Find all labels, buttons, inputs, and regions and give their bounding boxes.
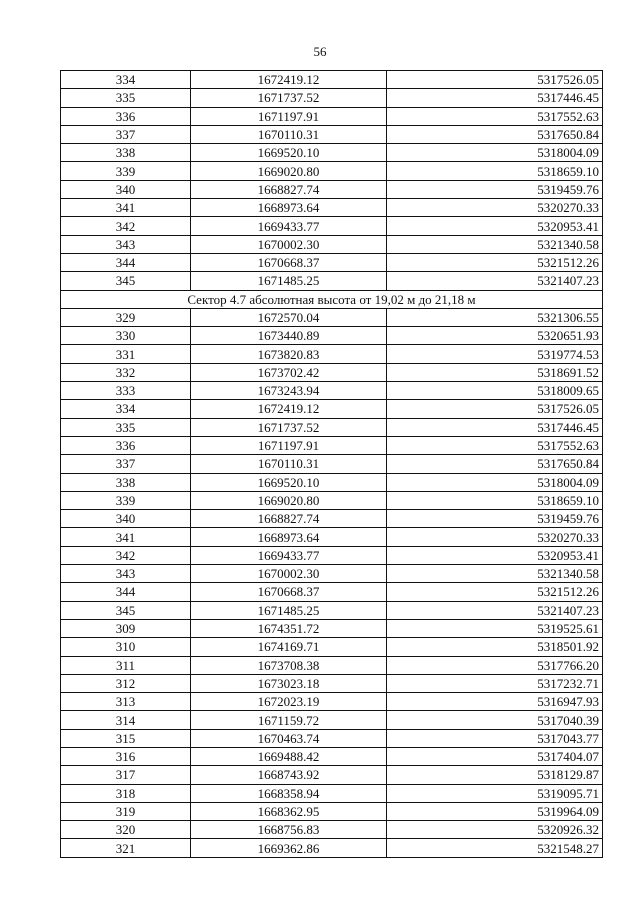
table-row — [61, 400, 603, 418]
point-number-cell: 312 — [61, 674, 191, 692]
table-row — [61, 162, 603, 180]
y-coordinate-cell: 5317552.63 — [387, 107, 603, 125]
x-coordinate-cell: 1671197.91 — [191, 107, 387, 125]
table-row — [61, 436, 603, 454]
x-coordinate-cell: 1674351.72 — [191, 619, 387, 637]
table-row — [61, 125, 603, 143]
table-row — [61, 747, 603, 765]
point-number-cell: 337 — [61, 125, 191, 143]
point-number-cell: 315 — [61, 729, 191, 747]
point-number-cell: 345 — [61, 601, 191, 619]
table-row — [61, 272, 603, 290]
point-number-cell: 340 — [61, 510, 191, 528]
table-row — [61, 235, 603, 253]
y-coordinate-cell: 5320953.41 — [387, 546, 603, 564]
x-coordinate-cell: 1669433.77 — [191, 217, 387, 235]
x-coordinate-cell: 1672419.12 — [191, 400, 387, 418]
y-coordinate-cell: 5317650.84 — [387, 455, 603, 473]
point-number-cell: 309 — [61, 619, 191, 637]
point-number-cell: 335 — [61, 418, 191, 436]
point-number-cell: 336 — [61, 436, 191, 454]
table-row — [61, 583, 603, 601]
x-coordinate-cell: 1671485.25 — [191, 601, 387, 619]
y-coordinate-cell: 5318009.65 — [387, 382, 603, 400]
page-number: 56 — [313, 44, 327, 59]
x-coordinate-cell: 1672419.12 — [191, 71, 387, 89]
table-row — [61, 180, 603, 198]
point-number-cell: 337 — [61, 455, 191, 473]
y-coordinate-cell: 5318004.09 — [387, 473, 603, 491]
y-coordinate-cell: 5321548.27 — [387, 839, 603, 857]
point-number-cell: 311 — [61, 656, 191, 674]
point-number-cell: 316 — [61, 747, 191, 765]
x-coordinate-cell: 1669020.80 — [191, 491, 387, 509]
y-coordinate-cell: 5318659.10 — [387, 162, 603, 180]
y-coordinate-cell: 5317446.45 — [387, 89, 603, 107]
y-coordinate-cell: 5321340.58 — [387, 235, 603, 253]
point-number-cell: 334 — [61, 71, 191, 89]
x-coordinate-cell: 1669488.42 — [191, 747, 387, 765]
table-row — [61, 546, 603, 564]
y-coordinate-cell: 5318129.87 — [387, 766, 603, 784]
table-row — [61, 253, 603, 271]
point-number-cell: 333 — [61, 382, 191, 400]
point-number-cell: 341 — [61, 528, 191, 546]
x-coordinate-cell: 1670002.30 — [191, 235, 387, 253]
table-row — [61, 565, 603, 583]
table-row — [61, 802, 603, 820]
y-coordinate-cell: 5321512.26 — [387, 583, 603, 601]
x-coordinate-cell: 1669433.77 — [191, 546, 387, 564]
y-coordinate-cell: 5317650.84 — [387, 125, 603, 143]
point-number-cell: 341 — [61, 199, 191, 217]
x-coordinate-cell: 1673023.18 — [191, 674, 387, 692]
x-coordinate-cell: 1670668.37 — [191, 583, 387, 601]
table-row — [61, 729, 603, 747]
point-number-cell: 344 — [61, 253, 191, 271]
x-coordinate-cell: 1674169.71 — [191, 638, 387, 656]
point-number-cell: 339 — [61, 491, 191, 509]
point-number-cell: 318 — [61, 784, 191, 802]
y-coordinate-cell: 5321306.55 — [387, 308, 603, 326]
y-coordinate-cell: 5321407.23 — [387, 601, 603, 619]
x-coordinate-cell: 1671197.91 — [191, 436, 387, 454]
table-row — [61, 821, 603, 839]
point-number-cell: 344 — [61, 583, 191, 601]
x-coordinate-cell: 1668743.92 — [191, 766, 387, 784]
y-coordinate-cell: 5317446.45 — [387, 418, 603, 436]
table-row — [61, 784, 603, 802]
y-coordinate-cell: 5321512.26 — [387, 253, 603, 271]
x-coordinate-cell: 1672570.04 — [191, 308, 387, 326]
point-number-cell: 334 — [61, 400, 191, 418]
y-coordinate-cell: 5317043.77 — [387, 729, 603, 747]
point-number-cell: 313 — [61, 693, 191, 711]
table-row — [61, 308, 603, 326]
y-coordinate-cell: 5319525.61 — [387, 619, 603, 637]
x-coordinate-cell: 1670463.74 — [191, 729, 387, 747]
table-row — [61, 71, 603, 89]
point-number-cell: 342 — [61, 217, 191, 235]
table-row — [61, 107, 603, 125]
point-number-cell: 329 — [61, 308, 191, 326]
point-number-cell: 338 — [61, 144, 191, 162]
point-number-cell: 340 — [61, 180, 191, 198]
coordinates-table — [60, 70, 603, 858]
y-coordinate-cell: 5317526.05 — [387, 400, 603, 418]
x-coordinate-cell: 1669362.86 — [191, 839, 387, 857]
section-title: Сектор 4.7 абсолютная высота от 19,02 м до 21,18 м — [61, 290, 603, 308]
table-row — [61, 491, 603, 509]
point-number-cell: 345 — [61, 272, 191, 290]
table-row — [61, 693, 603, 711]
table-row — [61, 619, 603, 637]
y-coordinate-cell: 5318004.09 — [387, 144, 603, 162]
x-coordinate-cell: 1673702.42 — [191, 363, 387, 381]
x-coordinate-cell: 1668358.94 — [191, 784, 387, 802]
y-coordinate-cell: 5321340.58 — [387, 565, 603, 583]
y-coordinate-cell: 5319095.71 — [387, 784, 603, 802]
table-row — [61, 199, 603, 217]
y-coordinate-cell: 5317766.20 — [387, 656, 603, 674]
point-number-cell: 336 — [61, 107, 191, 125]
point-number-cell: 343 — [61, 565, 191, 583]
coordinates-table-body — [61, 71, 603, 858]
table-row — [61, 345, 603, 363]
table-row — [61, 656, 603, 674]
point-number-cell: 342 — [61, 546, 191, 564]
x-coordinate-cell: 1670668.37 — [191, 253, 387, 271]
y-coordinate-cell: 5318501.92 — [387, 638, 603, 656]
y-coordinate-cell: 5317404.07 — [387, 747, 603, 765]
y-coordinate-cell: 5321407.23 — [387, 272, 603, 290]
y-coordinate-cell: 5317526.05 — [387, 71, 603, 89]
y-coordinate-cell: 5317552.63 — [387, 436, 603, 454]
y-coordinate-cell: 5318659.10 — [387, 491, 603, 509]
point-number-cell: 339 — [61, 162, 191, 180]
x-coordinate-cell: 1670002.30 — [191, 565, 387, 583]
x-coordinate-cell: 1669520.10 — [191, 473, 387, 491]
x-coordinate-cell: 1672023.19 — [191, 693, 387, 711]
x-coordinate-cell: 1668827.74 — [191, 180, 387, 198]
point-number-cell: 319 — [61, 802, 191, 820]
y-coordinate-cell: 5318691.52 — [387, 363, 603, 381]
table-row — [61, 363, 603, 381]
table-row — [61, 473, 603, 491]
x-coordinate-cell: 1669020.80 — [191, 162, 387, 180]
table-row — [61, 674, 603, 692]
y-coordinate-cell: 5320953.41 — [387, 217, 603, 235]
table-row — [61, 601, 603, 619]
y-coordinate-cell: 5316947.93 — [387, 693, 603, 711]
x-coordinate-cell: 1668827.74 — [191, 510, 387, 528]
point-number-cell: 321 — [61, 839, 191, 857]
y-coordinate-cell: 5317232.71 — [387, 674, 603, 692]
x-coordinate-cell: 1668756.83 — [191, 821, 387, 839]
table-row — [61, 418, 603, 436]
table-row — [61, 839, 603, 857]
point-number-cell: 330 — [61, 327, 191, 345]
y-coordinate-cell: 5319459.76 — [387, 180, 603, 198]
table-row — [61, 217, 603, 235]
table-row — [61, 382, 603, 400]
x-coordinate-cell: 1670110.31 — [191, 455, 387, 473]
table-row — [61, 327, 603, 345]
x-coordinate-cell: 1670110.31 — [191, 125, 387, 143]
y-coordinate-cell: 5320270.33 — [387, 199, 603, 217]
section-header-row — [61, 290, 603, 308]
table-row — [61, 766, 603, 784]
table-row — [61, 89, 603, 107]
x-coordinate-cell: 1669520.10 — [191, 144, 387, 162]
x-coordinate-cell: 1671485.25 — [191, 272, 387, 290]
x-coordinate-cell: 1673440.89 — [191, 327, 387, 345]
y-coordinate-cell: 5320651.93 — [387, 327, 603, 345]
table-row — [61, 455, 603, 473]
point-number-cell: 338 — [61, 473, 191, 491]
table-row — [61, 638, 603, 656]
x-coordinate-cell: 1673708.38 — [191, 656, 387, 674]
point-number-cell: 310 — [61, 638, 191, 656]
x-coordinate-cell: 1673243.94 — [191, 382, 387, 400]
table-row — [61, 510, 603, 528]
point-number-cell: 335 — [61, 89, 191, 107]
y-coordinate-cell: 5317040.39 — [387, 711, 603, 729]
y-coordinate-cell: 5320926.32 — [387, 821, 603, 839]
table-row — [61, 528, 603, 546]
point-number-cell: 332 — [61, 363, 191, 381]
point-number-cell: 320 — [61, 821, 191, 839]
x-coordinate-cell: 1671159.72 — [191, 711, 387, 729]
table-row — [61, 144, 603, 162]
y-coordinate-cell: 5320270.33 — [387, 528, 603, 546]
x-coordinate-cell: 1668973.64 — [191, 528, 387, 546]
x-coordinate-cell: 1671737.52 — [191, 89, 387, 107]
y-coordinate-cell: 5319774.53 — [387, 345, 603, 363]
x-coordinate-cell: 1671737.52 — [191, 418, 387, 436]
x-coordinate-cell: 1668973.64 — [191, 199, 387, 217]
table-row — [61, 711, 603, 729]
x-coordinate-cell: 1668362.95 — [191, 802, 387, 820]
y-coordinate-cell: 5319964.09 — [387, 802, 603, 820]
point-number-cell: 331 — [61, 345, 191, 363]
y-coordinate-cell: 5319459.76 — [387, 510, 603, 528]
point-number-cell: 317 — [61, 766, 191, 784]
point-number-cell: 314 — [61, 711, 191, 729]
x-coordinate-cell: 1673820.83 — [191, 345, 387, 363]
point-number-cell: 343 — [61, 235, 191, 253]
